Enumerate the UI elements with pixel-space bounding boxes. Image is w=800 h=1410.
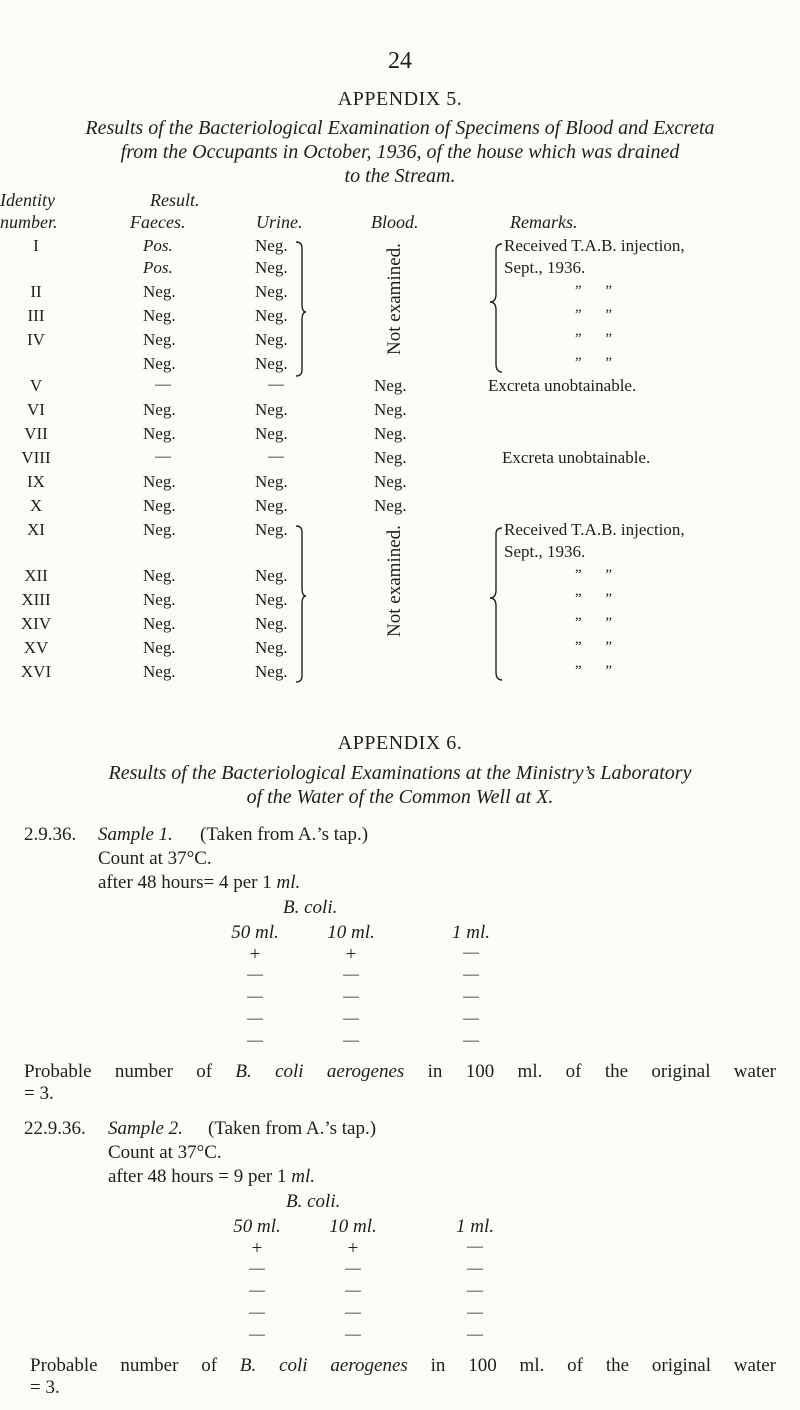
appendix-6-heading: APPENDIX 6.	[337, 732, 463, 754]
row-id: II	[30, 282, 42, 301]
header-identity: Identity	[0, 190, 55, 210]
after-hours-line	[108, 1166, 315, 1188]
row-remarks-ditto: ” ”	[575, 283, 623, 299]
row-blood: Neg.	[374, 448, 407, 467]
volume-10: 10 ml.	[327, 922, 375, 943]
probable-number-line	[30, 1355, 776, 1377]
row-id: XIV	[20, 614, 52, 633]
row-remarks: Excreta unobtainable.	[488, 376, 637, 395]
after-hours-eq: = 4 per 1	[203, 872, 272, 893]
result-cell: —	[463, 988, 479, 1005]
row-id: VII	[24, 424, 48, 443]
sample-date: 2.9.36.	[24, 824, 77, 845]
result-cell: —	[463, 1010, 479, 1027]
row-faeces: Neg.	[143, 400, 176, 419]
result-cell: —	[345, 1260, 361, 1277]
row-remarks-ditto: ” ”	[575, 567, 623, 583]
result-cell: +	[251, 1238, 263, 1259]
after-hours-line	[98, 872, 300, 894]
result-cell: —	[345, 1304, 361, 1321]
blood-not-examined-label: Not examined.	[384, 525, 405, 637]
remarks-bracket-1	[490, 244, 502, 372]
row-urine: Neg.	[255, 638, 288, 657]
row-urine: —	[268, 448, 284, 465]
row-faeces: Pos.	[143, 236, 173, 255]
row-urine: Neg.	[255, 236, 288, 255]
probable-suffix: in 100 ml. of the original water	[430, 1355, 776, 1376]
row-faeces: Neg.	[143, 330, 176, 349]
volume-10: 10 ml.	[329, 1216, 377, 1237]
row-urine: Neg.	[255, 614, 288, 633]
row-urine: Neg.	[255, 282, 288, 301]
count-line: Count at 37°C.	[108, 1142, 222, 1163]
row-faeces: Neg.	[143, 496, 176, 515]
row-blood: Neg.	[374, 424, 407, 443]
probable-value: = 3.	[24, 1083, 54, 1104]
result-cell: —	[343, 988, 359, 1005]
row-urine: Neg.	[255, 330, 288, 349]
row-urine: —	[268, 376, 284, 393]
result-cell: —	[247, 1032, 263, 1049]
row-faeces: —	[155, 376, 171, 393]
sample-date: 22.9.36.	[24, 1118, 86, 1139]
blood-not-examined-label: Not examined.	[384, 243, 405, 355]
table-brackets	[0, 0, 800, 700]
row-remarks: Sept., 1936.	[504, 542, 586, 561]
sample-label: Sample 2.	[108, 1118, 183, 1139]
row-remarks: Excreta unobtainable.	[502, 448, 651, 467]
result-cell: —	[345, 1282, 361, 1299]
row-urine: Neg.	[255, 424, 288, 443]
after-hours-unit: ml.	[291, 1166, 316, 1187]
row-urine: Neg.	[255, 400, 288, 419]
probable-value: = 3.	[30, 1377, 60, 1398]
result-cell: —	[343, 1032, 359, 1049]
row-remarks-ditto: ” ”	[575, 663, 623, 679]
row-faeces: Neg.	[143, 472, 176, 491]
result-cell: —	[247, 966, 263, 983]
row-id: III	[27, 306, 45, 325]
row-id: VIII	[21, 448, 51, 467]
row-remarks: Sept., 1936.	[504, 258, 586, 277]
result-cell: —	[249, 1326, 265, 1343]
probable-number-line	[24, 1061, 776, 1083]
row-id: IX	[27, 472, 45, 491]
row-urine: Neg.	[255, 520, 288, 539]
after-hours-unit: ml.	[276, 872, 301, 893]
urine-bracket-2	[296, 526, 306, 682]
header-blood: Blood.	[371, 212, 419, 232]
result-cell: —	[249, 1260, 265, 1277]
row-faeces: Neg.	[143, 662, 176, 681]
row-id: XVI	[20, 662, 52, 681]
after-hours-prefix: after 48 hours	[108, 1166, 214, 1187]
row-faeces: —	[155, 448, 171, 465]
appendix-6-title-line-2: of the Water of the Common Well at X.	[246, 786, 554, 808]
row-urine: Neg.	[255, 354, 288, 373]
row-urine: Neg.	[255, 590, 288, 609]
sample-label: Sample 1.	[98, 824, 173, 845]
organism-label: B. coli.	[283, 897, 338, 918]
probable-suffix: in 100 ml. of the original water	[427, 1061, 776, 1082]
appendix-5-heading: APPENDIX 5.	[337, 88, 463, 110]
row-id: IV	[27, 330, 45, 349]
result-cell: —	[343, 1010, 359, 1027]
probable-prefix: Probable number of	[30, 1355, 218, 1376]
row-urine: Neg.	[255, 306, 288, 325]
volume-50: 50 ml.	[233, 1216, 281, 1237]
row-id: XII	[24, 566, 48, 585]
row-faeces: Neg.	[143, 614, 176, 633]
appendix-6-title-line-1: Results of the Bacteriological Examinations at the Ministry’s Laboratory	[108, 762, 692, 784]
volume-1: 1 ml.	[452, 922, 490, 943]
result-cell: —	[463, 1032, 479, 1049]
result-cell: —	[467, 1326, 483, 1343]
result-cell: —	[463, 944, 479, 961]
row-faeces: Neg.	[143, 424, 176, 443]
header-remarks: Remarks.	[510, 212, 578, 232]
result-cell: —	[467, 1282, 483, 1299]
row-faeces: Neg.	[143, 282, 176, 301]
organism-label: B. coli.	[286, 1191, 341, 1212]
count-line: Count at 37°C.	[98, 848, 212, 869]
appendix-5-title-line-1: Results of the Bacteriological Examination of Specimens of Blood and Excreta	[85, 117, 715, 139]
header-faeces: Faeces.	[130, 212, 186, 232]
after-hours-eq: = 9 per 1	[218, 1166, 287, 1187]
result-cell: —	[467, 1304, 483, 1321]
row-urine: Neg.	[255, 566, 288, 585]
remarks-bracket-2	[490, 528, 502, 680]
result-cell: —	[249, 1282, 265, 1299]
row-urine: Neg.	[255, 472, 288, 491]
header-number: number.	[0, 212, 58, 232]
result-cell: —	[467, 1238, 483, 1255]
row-urine: Neg.	[255, 258, 288, 277]
row-blood: Neg.	[374, 376, 407, 395]
header-result: Result.	[150, 190, 200, 210]
result-cell: —	[247, 988, 263, 1005]
volume-1: 1 ml.	[456, 1216, 494, 1237]
after-hours-prefix: after 48 hours	[98, 872, 204, 893]
result-cell: —	[467, 1260, 483, 1277]
row-remarks-ditto: ” ”	[575, 307, 623, 323]
row-remarks-ditto: ” ”	[575, 615, 623, 631]
page-number: 24	[388, 48, 412, 74]
row-faeces: Neg.	[143, 566, 176, 585]
probable-organism: B. coli aerogenes	[239, 1355, 408, 1376]
row-blood: Neg.	[374, 472, 407, 491]
result-cell: +	[347, 1238, 359, 1259]
result-cell: —	[463, 966, 479, 983]
row-remarks-ditto: ” ”	[575, 639, 623, 655]
result-cell: +	[345, 944, 357, 965]
row-id: XIII	[21, 590, 51, 609]
appendix-5-title-line-3: to the Stream.	[344, 165, 456, 187]
row-faeces: Neg.	[143, 590, 176, 609]
row-remarks-ditto: ” ”	[575, 331, 623, 347]
volume-50: 50 ml.	[231, 922, 279, 943]
sample-source: (Taken from A.’s tap.)	[200, 824, 369, 845]
row-id: XI	[27, 520, 45, 539]
row-faeces: Neg.	[143, 354, 176, 373]
row-id: VI	[27, 400, 45, 419]
row-urine: Neg.	[255, 662, 288, 681]
appendix-5-title-line-2: from the Occupants in October, 1936, of the house which was drained	[120, 141, 680, 163]
row-remarks: Received T.A.B. injection,	[504, 236, 685, 255]
probable-organism: B. coli aerogenes	[235, 1061, 405, 1082]
row-faeces: Neg.	[143, 520, 176, 539]
row-remarks: Received T.A.B. injection,	[504, 520, 685, 539]
result-cell: —	[345, 1326, 361, 1343]
row-faeces: Neg.	[143, 306, 176, 325]
result-cell: —	[249, 1304, 265, 1321]
row-id: XV	[23, 638, 49, 657]
urine-bracket-1	[296, 242, 306, 376]
row-faeces: Neg.	[143, 638, 176, 657]
result-cell: +	[249, 944, 261, 965]
row-id: X	[29, 496, 43, 515]
row-remarks-ditto: ” ”	[575, 591, 623, 607]
result-cell: —	[247, 1010, 263, 1027]
row-blood: Neg.	[374, 400, 407, 419]
row-remarks-ditto: ” ”	[575, 355, 623, 371]
row-urine: Neg.	[255, 496, 288, 515]
row-faeces: Pos.	[143, 258, 173, 277]
row-id: I	[33, 236, 39, 255]
probable-prefix: Probable number of	[24, 1061, 213, 1082]
header-urine: Urine.	[256, 212, 303, 232]
sample-source: (Taken from A.’s tap.)	[208, 1118, 377, 1139]
row-id: V	[29, 376, 43, 395]
row-blood: Neg.	[374, 496, 407, 515]
result-cell: —	[343, 966, 359, 983]
